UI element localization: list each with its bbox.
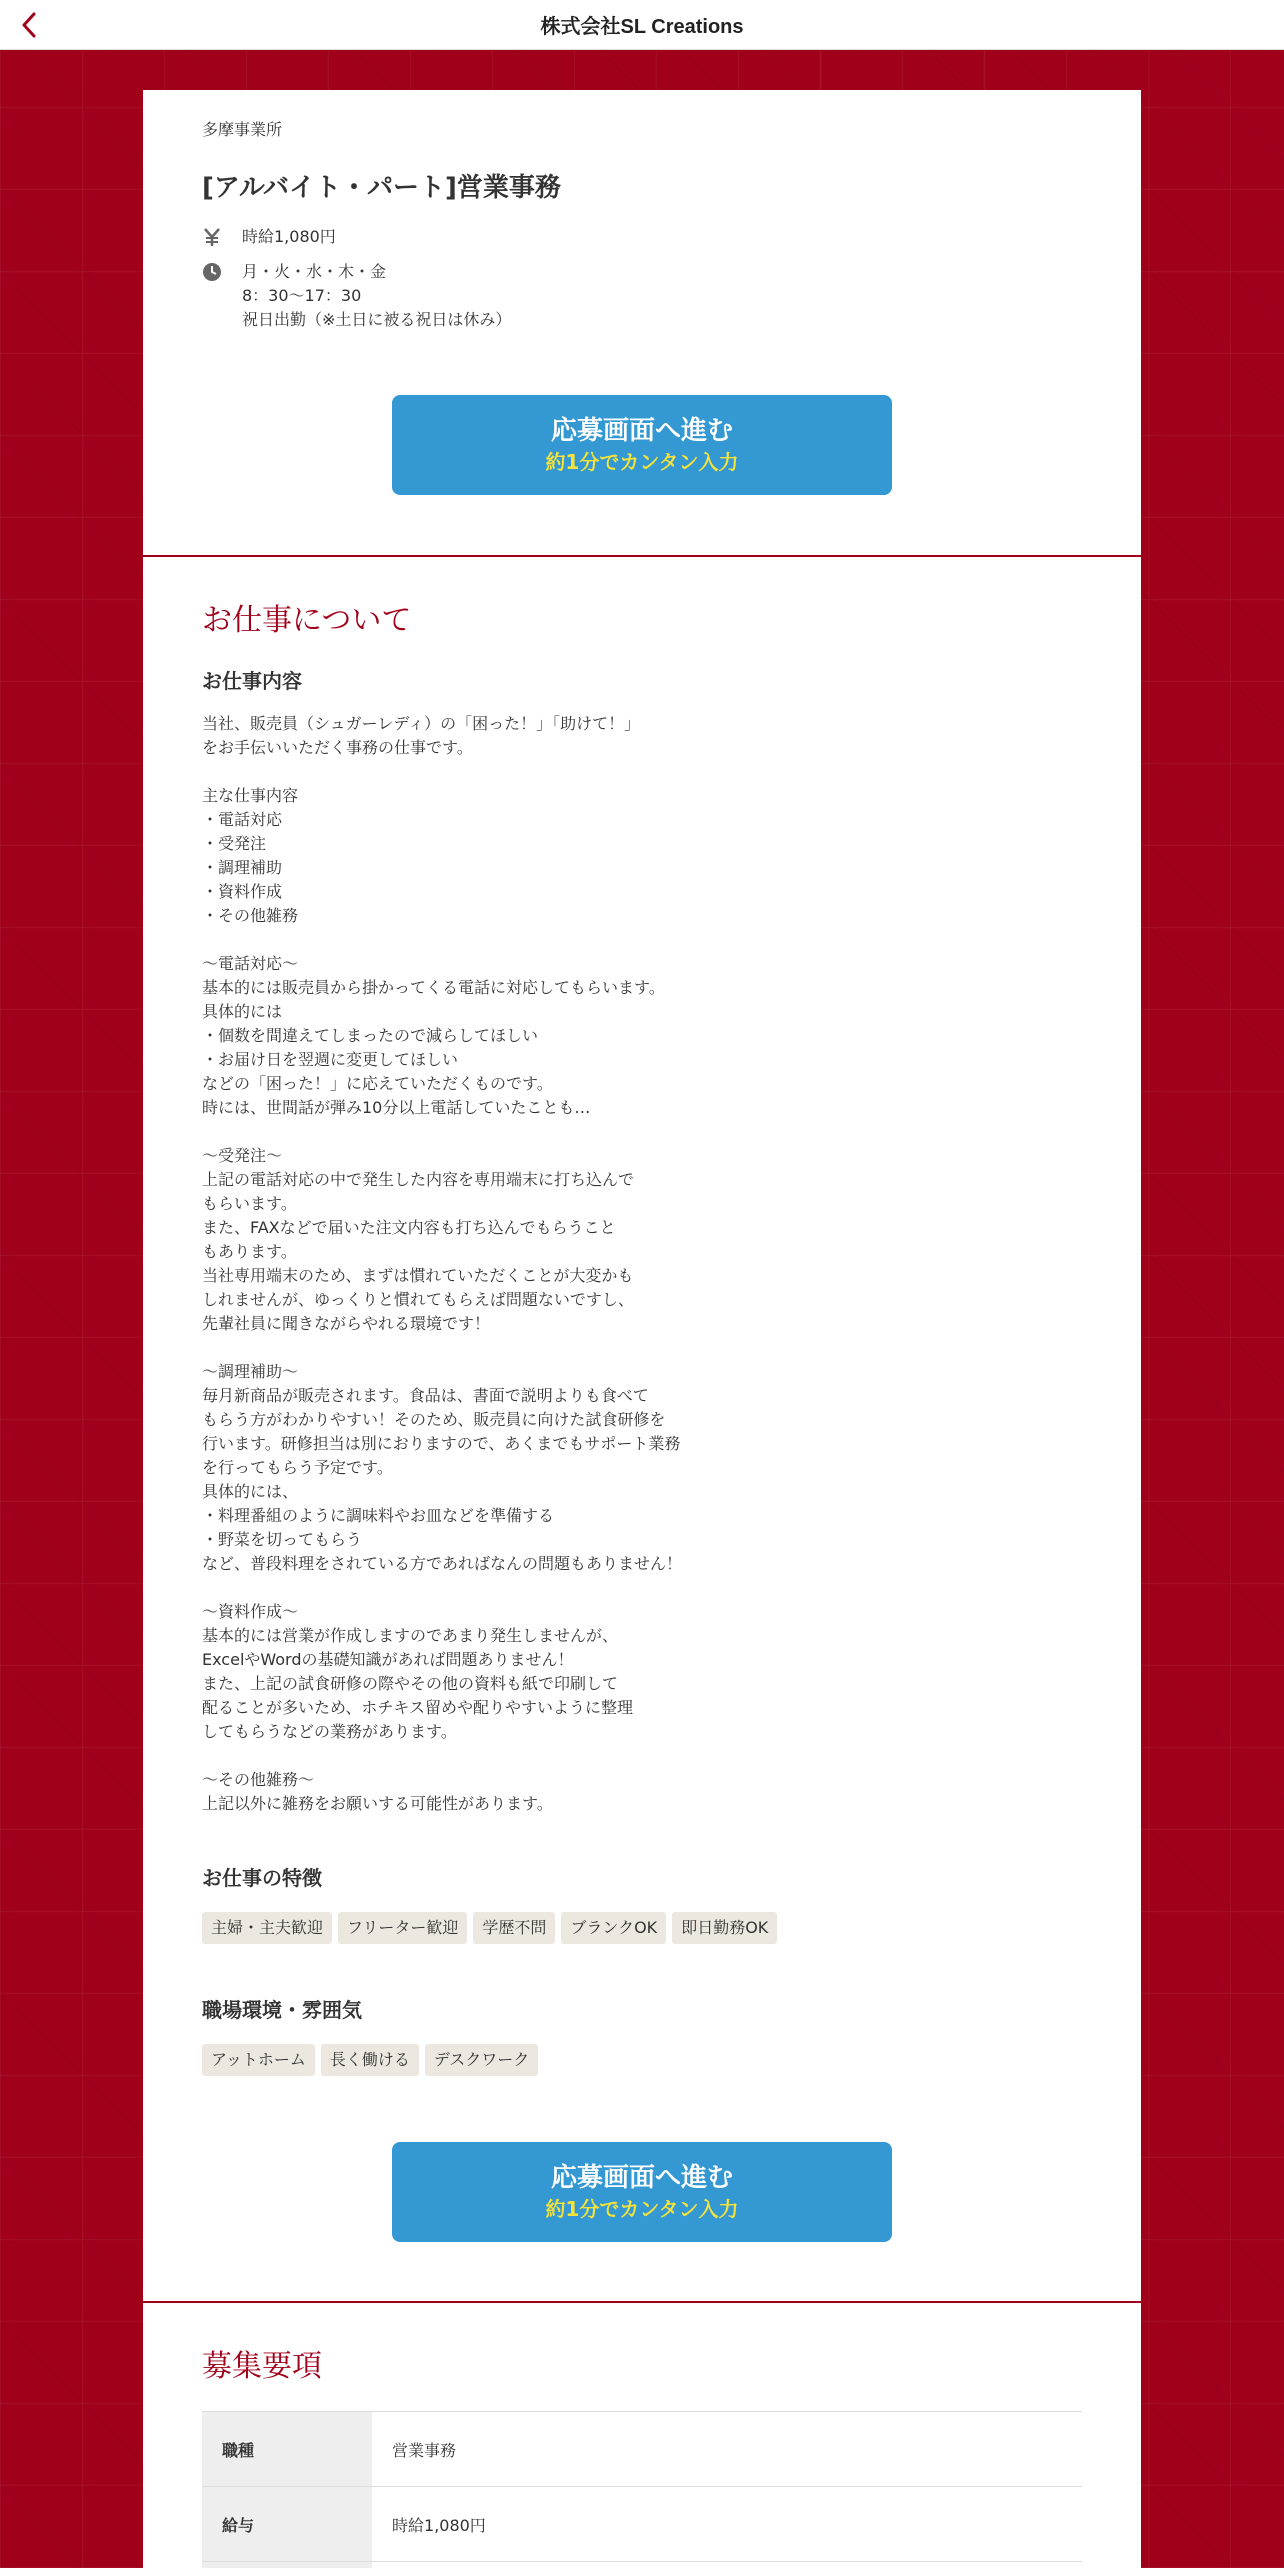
schedule-hours: 8：30～17：30: [242, 286, 362, 305]
job-overview-card: [143, 90, 1141, 555]
office-name: 多摩事業所: [202, 120, 283, 139]
row-value: [372, 2562, 1082, 2568]
chevron-left-icon: [20, 12, 38, 38]
apply-button-sublabel: 約1分でカンタン入力: [545, 2197, 739, 2221]
tag: 即日勤務OK: [672, 1912, 777, 1944]
clock-icon: [202, 262, 222, 282]
tag: 学歴不問: [473, 1912, 555, 1944]
company-name: 株式会社SL Creations: [540, 16, 744, 38]
table-row: [202, 2562, 1082, 2568]
table-row: [202, 2487, 1082, 2562]
back-button[interactable]: [12, 8, 46, 42]
salary-text: 時給1,080円: [242, 227, 336, 246]
requirements-table: [202, 2411, 1082, 2568]
apply-button-label: 応募画面へ進む: [550, 2163, 733, 2193]
row-label: 職種: [202, 2412, 372, 2486]
apply-button-top[interactable]: [392, 395, 892, 495]
row-label: [202, 2562, 372, 2568]
salary-row: [202, 225, 336, 249]
apply-button-label: 応募画面へ進む: [550, 416, 733, 446]
job-content-text: 当社、販売員（シュガーレディ）の「困った！」「助けて！」 をお手伝いいただく事務の仕事です。 主な仕事内容 ・電話対応 ・受発注 ・調理補助 ・資料作成 ・その他雑務 ～電話対応～ 基本的には販売員から掛かってくる電話に対応してもらいます。 具体的には ・個数を間違えてしまったので減らしてほしい ・お届け日を翌週に変更してほしい などの「困った！」に応えていただくものです。 時には、世間話が弾み10分以上電話していたことも… ～受発注～ 上記の電話対応の中で発生した内容を専用端末に打ち込んで もらいます。 また、FAXなどで届いた注文内容も打ち込んでもらうこと もあります。 当社専用端末のため、まずは慣れていただくことが大変かも しれませんが、ゆっくりと慣れてもらえば問題ないですし、 先輩社員に聞きながらやれる環境です！ ～調理補助～ 毎月新商品が販売されます。食品は、書面で説明よりも食べて もらう方がわかりやすい！そのため、販売員に向けた試食研修を 行います。研修担当は別におりますので、あくまでもサポート業務 を行ってもらう予定です。 具体的には、 ・料理番組のように調味料やお皿などを準備する ・野菜を切ってもらう など、普段料理をされている方であればなんの問題もありません！ ～資料作成～ 基本的には営業が作成しますのであまり発生しませんが、 ExcelやWordの基礎知識があれば問題ありません！ また、上記の試食研修の際やその他の資料も紙で印刷して 配ることが多いため、ホチキス留めや配りやすいように整理 してもらうなどの業務があります。 ～その他雑務～ 上記以外に雑務をお願いする可能性があります。: [202, 714, 683, 1813]
tag: ブランクOK: [561, 1912, 666, 1944]
schedule-note: 祝日出勤（※土日に被る祝日は休み）: [242, 310, 512, 329]
job-content-heading: お仕事内容: [202, 669, 302, 693]
environment-tags: [202, 2044, 538, 2076]
requirements-title: 募集要項: [202, 2349, 322, 2384]
apply-button-bottom[interactable]: [392, 2142, 892, 2242]
job-title: [アルバイト・パート]営業事務: [202, 173, 561, 203]
environment-heading: 職場環境・雰囲気: [202, 1998, 362, 2022]
schedule-row: [202, 260, 511, 332]
schedule-days: 月・火・水・木・金: [242, 262, 387, 281]
row-label: 給与: [202, 2487, 372, 2561]
apply-button-sublabel: 約1分でカンタン入力: [545, 450, 739, 474]
tag: デスクワーク: [425, 2044, 538, 2076]
features-heading: お仕事の特徴: [202, 1866, 322, 1890]
app-header: [0, 0, 1284, 50]
tag: 主婦・主夫歓迎: [202, 1912, 332, 1944]
row-value: 営業事務: [392, 2440, 457, 2460]
table-row: [202, 2412, 1082, 2487]
tag: アットホーム: [202, 2044, 315, 2076]
tag: 長く働ける: [321, 2044, 419, 2076]
requirements-card: [143, 2303, 1141, 2568]
feature-tags: [202, 1912, 777, 1944]
tag: フリーター歓迎: [338, 1912, 467, 1944]
yen-icon: [202, 227, 222, 247]
job-section-title: お仕事について: [202, 603, 412, 638]
schedule-text: [242, 260, 511, 332]
job-details-card: [143, 557, 1141, 2301]
row-value: 時給1,080円: [392, 2515, 486, 2535]
